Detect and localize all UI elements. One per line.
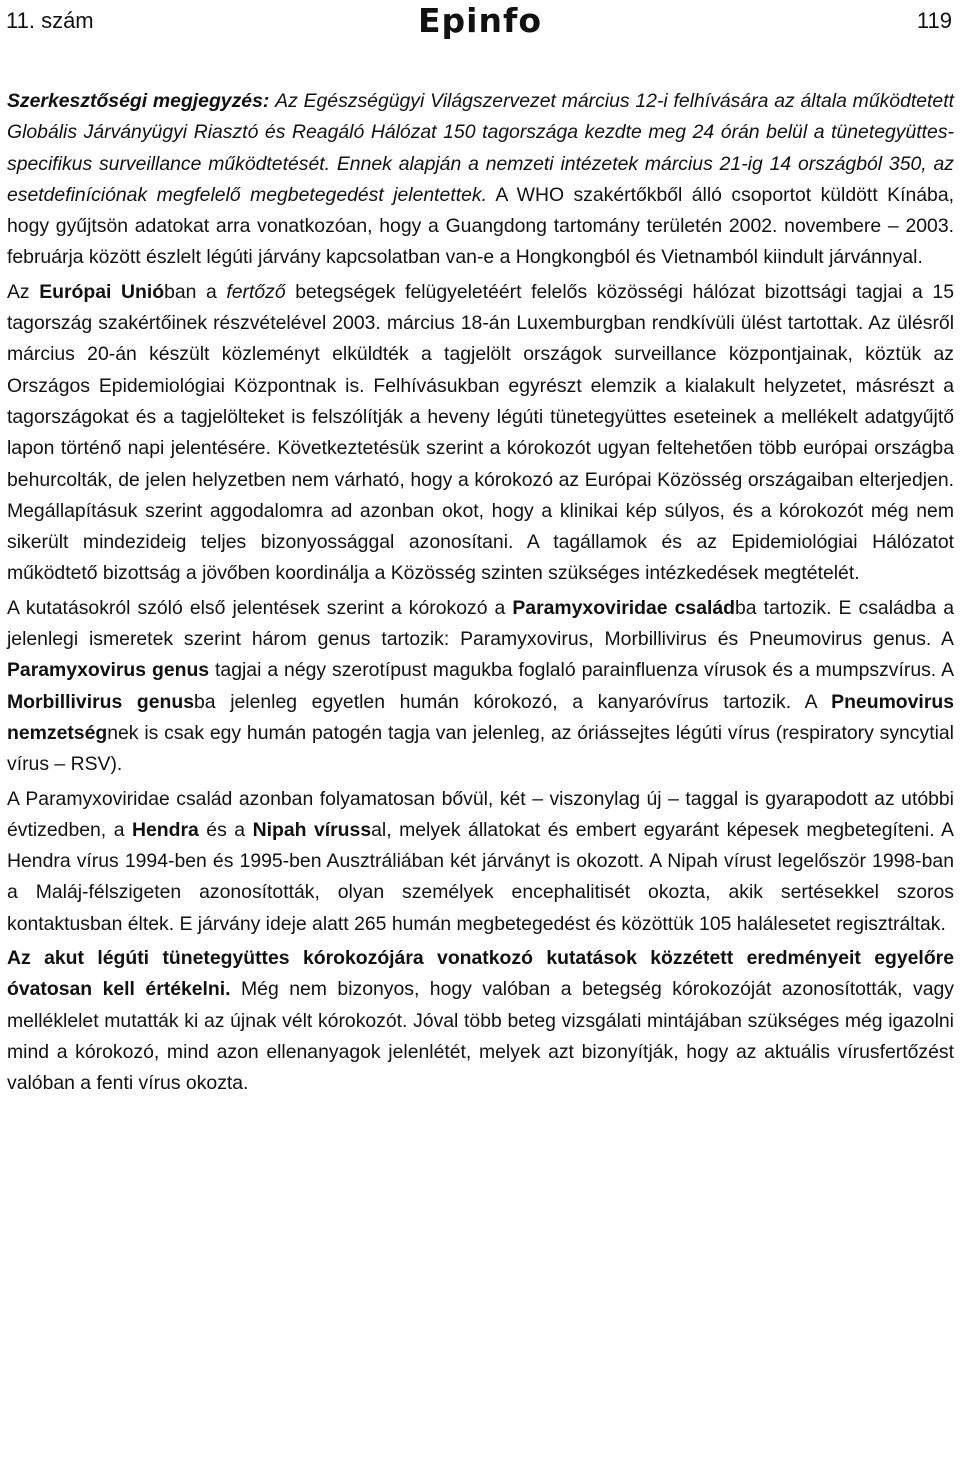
text-run: betegségek felügyeletéért felelős közösségi hálózat bizottsági tagjai a 15 tagország szakértőinek részvételével 2003. március 18-án Luxemburgban rendkívüli ülést tartottak. Az ülésről március 20-án készült közleményt elküldték a tagjelölt országok surveillance központjainak, köztük az Országos Epidemiológiai Központnak is. Felhívásukban egyrészt elemzik a kialakult helyzetet, másrészt a tagországokat és a tagjelölteket is felszólítják a heveny légúti tünetegyüttes eseteinek a mellékelt adatgyűjtő lapon történő napi jelentésére. Következtetésük szerint a kórokozót ugyan feltehetően több európai országba behurcolták, de jelen helyzetben nem várható, hogy a kórokozó az Európai Közösség országaiban elterjedjen. Megállapításuk szerint aggodalomra ad azonban okot, hogy a klinikai kép súlyos, és a kórokozót még nem sikerült mindezideig teljes bizonyossággal azonosítani. A tagállamok és az Epidemiológiai Hálózatot működtető bizottság a jövőben koordinálja a Közösség szinten szükséges intézkedések megtételét. <box>7 280 954 585</box>
text-run: tagjai a négy szerotípust magukba foglaló parainfluenza vírusok és a mumpszvírus. A <box>209 659 954 682</box>
text-run: ba tartozik. E családba a jelenlegi ismeretek szerint három genus tartozik: Paramyxovirus, Morbillivirus és Pneumovirus genus. A <box>7 596 954 651</box>
paragraph <box>7 943 954 1099</box>
paragraph <box>7 593 954 781</box>
paragraph <box>7 86 954 274</box>
text-run: Az Egészségügyi Világszervezet március 12-i felhívására az általa működtetett Globális Járványügyi Riasztó és Reagáló Hálózat 150 tagországa kezdte meg 24 órán belül a tünetegyüttes-specifikus surveillance működtetését. Ennek alapján a nemzeti intézetek március 21-ig 14 országból 350, az esetdefiníciónak megfelelő megbetegedést jelentettek. <box>7 90 954 206</box>
issue-number: 11. szám <box>6 8 94 33</box>
page-header <box>0 0 960 50</box>
text-run: A WHO szakértőkből álló csoportot küldött Kínába, hogy gyűjtsön adatokat arra vonatkozóan, hogy a Guangdong tartomány területén 2002. novembere – 2003. februárja között észlelt légúti járvány kapcsolatban van-e a Hongkongból és Vietnamból kiindult járvánnyal. <box>7 183 954 269</box>
text-run: Az akut légúti tünetegyüttes kórokozójára vonatkozó kutatások közzétett eredményeit egyelőre óvatosan kell értékelni. <box>7 947 954 1001</box>
text-run: Hendra <box>131 818 199 841</box>
paragraph <box>7 277 954 590</box>
article-body <box>7 86 954 1103</box>
text-run: Európai Unió <box>39 280 165 303</box>
text-run: Nipah víruss <box>252 818 372 841</box>
text-run: ba jelenleg egyetlen humán kórokozó, a kanyaróvírus tartozik. A <box>194 690 832 713</box>
text-run: A Paramyxoviridae család azonban folyamatosan bővül, két – viszonylag új – taggal is gyarapodott az utóbbi évtizedben, a <box>7 787 954 841</box>
text-run: és a <box>198 818 253 841</box>
text-run: Paramyxovirus genus <box>7 659 210 682</box>
page-number: 119 <box>916 8 952 33</box>
text-run: A kutatásokról szóló első jelentések szerint a kórokozó a <box>7 596 513 619</box>
text-run: Az <box>7 280 40 303</box>
text-run: Még nem bizonyos, hogy valóban a betegség kórokozóját azonosították, vagy melléklelet mutatták ki az újnak vélt kórokozót. Jóval több beteg vizsgálati mintájában szükséges még igazolni mind a kórokozó, mind azon ellenanyagok jelenlétét, melyek azt bizonyítják, hogy az aktuális vírusfertőzést valóban a fenti vírus okozta. <box>7 978 954 1095</box>
text-run: Morbillivirus genus <box>7 690 195 713</box>
text-run: al, melyek állatokat és embert egyaránt képesek megbetegíteni. A Hendra vírus 1994-ben és 1995-ben Ausztráliában két járványt is okozott. A Nipah vírust legelőször 1998-ban a Maláj-félszigeten azonosították, olyan személyek encephalitisét okozta, akik sertésekkel szoros kontaktusban éltek. E járvány ideje alatt 265 humán megbetegedést és közöttük 105 halálesetet regisztráltak. <box>7 818 954 935</box>
text-run: fertőző <box>226 280 286 303</box>
text-run: ban a <box>164 280 227 303</box>
text-run: Szerkesztőségi megjegyzés: <box>7 90 276 112</box>
text-run: Pneumovirus nemzetség <box>7 690 954 744</box>
text-run: Paramyxoviridae család <box>512 596 735 619</box>
journal-logo: Epinfo <box>418 1 542 40</box>
paragraph <box>7 784 954 940</box>
text-run: nek is csak egy humán patogén tagja van jelenleg, az óriássejtes légúti vírus (respiratory syncytial vírus – RSV). <box>7 721 954 776</box>
